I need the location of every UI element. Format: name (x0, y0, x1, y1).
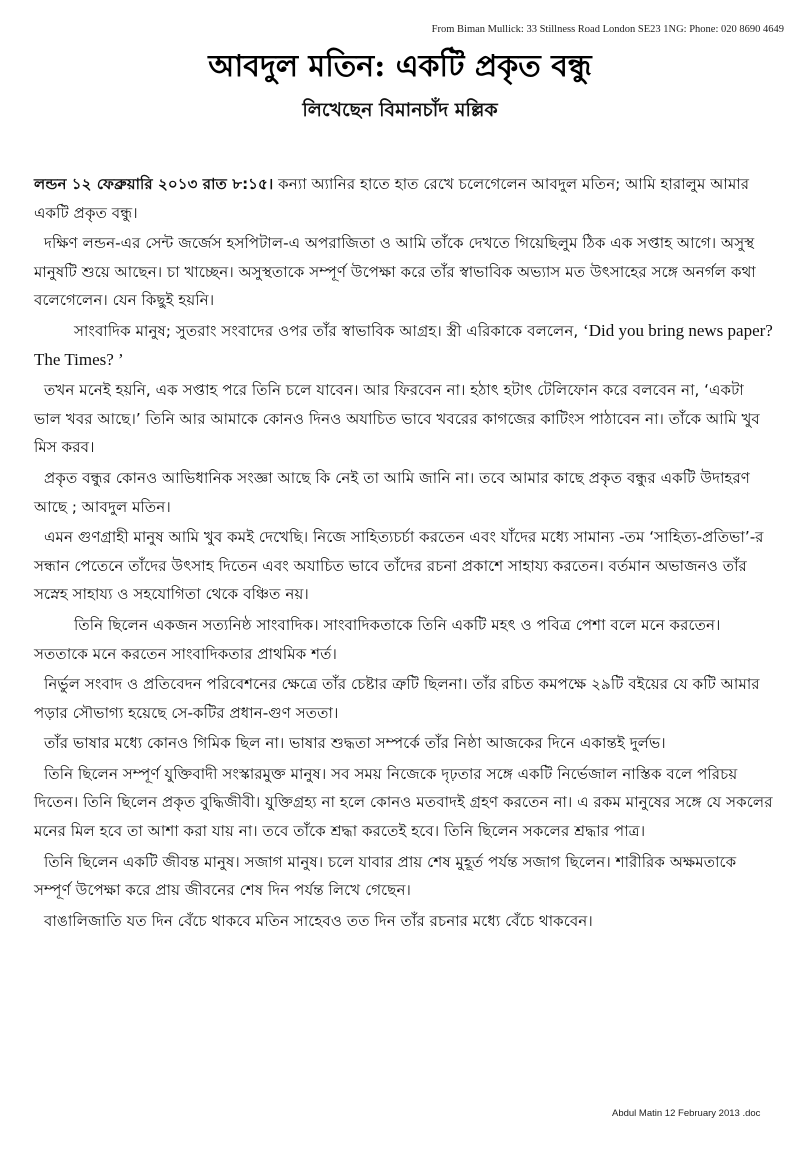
page-title: আবদুল মতিন: একটি প্রকৃত বন্ধু (208, 49, 592, 84)
paragraph-hospital-visit: দক্ষিণ লন্ডন-এর সেন্ট জর্জেস হসপিটাল-এ অপরাজিতা ও আমি তাঁকে দেখতে গিয়েছিলুম ঠিক এক সপ্তাহ আগে। অসুস্থ মানুষটি শুয়ে আছেন। চা খাচ্ছেন। অসুস্থতাকে সম্পূর্ণ উপেক্ষা করে তাঁর স্বাভাবিক অভ্যাস মত উৎসাহের সঙ্গে অনর্গল কথা বলেগেলেন। যেন কিছুই হয়নি। (34, 234, 756, 310)
footer-filename: Abdul Matin 12 February 2013 .doc (612, 1108, 761, 1119)
paragraph-truthful-journalist: তিনি ছিলেন একজন সত্যনিষ্ঠ সাংবাদিক। সাংবাদিকতাকে তিনি একটি মহৎ ও পবিত্র পেশা বলে মনে করতেন। সততাকে মনে করতেন সাংবাদিকতার প্রাথমিক শর্ত। (34, 615, 721, 663)
paragraph-living-person: তিনি ছিলেন একটি জীবন্ত মানুষ। সজাগ মানুষ। চলে যাবার প্রায় শেষ মুহূর্ত পর্যন্ত সজাগ ছিলেন। শারীরিক অক্ষমতাকে সম্পূর্ণ উপেক্ষা করে প্রায় জীবনের শেষ দিন পর্যন্ত লিখে গেছেন। (34, 852, 737, 900)
paragraph-journalist (34, 317, 774, 374)
paragraph-legacy: বাঙালিজাতি যত দিন বেঁচে থাকবে মতিন সাহেবও তত দিন তাঁর রচনার মধ্যে বেঁচে থাকবেন। (44, 911, 593, 930)
paragraph-appreciator: এমন গুণগ্রাহী মানুষ আমি খুব কমই দেখেছি। নিজে সাহিত্যচর্চা করতেন এবং যাঁদের মধ্যে সামান্য -তম ‘সাহিত্য-প্রতিভা’-র সন্ধান পেতেনে তাঁদের উৎসাহ দিতেন এবং অযাচিত ভাবে তাঁদের রচনা প্রকাশে সাহায্য করতেন। বর্তমান অভাজনও তাঁর সস্নেহ সাহায্য ও সহযোগিতা থেকে বঞ্চিত নয়। (34, 528, 764, 604)
paragraph-dateline (34, 170, 774, 227)
paragraph-true-friend: প্রকৃত বন্ধুর কোনও আভিধানিক সংজ্ঞা আছে কি নেই তা আমি জানি না। তবে আমার কাছে প্রকৃত বন্ধুর একটি উদাহরণ আছে ; আবদুল মতিন। (34, 468, 750, 516)
paragraph-accuracy: নির্ভুল সংবাদ ও প্রতিবেদন পরিবেশনের ক্ষেত্রে তাঁর চেষ্টার ত্রুটি ছিলনা। তাঁর রচিত কমপক্ষে ২৯টি বইয়ের যে কটি আমার পড়ার সৌভাগ্য হয়েছে সে-কটির প্রধান-গুণ সততা। (34, 675, 760, 722)
paragraph-rationalist: তিনি ছিলেন সম্পূর্ণ যুক্তিবাদী সংস্কারমুক্ত মানুষ। সব সময় নিজেকে দৃঢ়তার সঙ্গে একটি নির্ভেজাল নাস্তিক বলে পরিচয় দিতেন। তিনি ছিলেন প্রকৃত বুদ্ধিজীবী। যুক্তিগ্রহ্য না হলে কোনও মতবাদই গ্রহণ করতেন না। এ রকম মানুষের সঙ্গে যে সকলের মনের মিল হবে তা আশা করা যায় না। তবে তাঁকে শ্রদ্ধা করতেই হবে। তিনি ছিলেন সকলের শ্রদ্ধার পাত্র। (34, 764, 773, 841)
paragraph-last-week: তখন মনেই হয়নি, এক সপ্তাহ পরে তিনি চলে যাবেন। আর ফিরবেন না। হঠাৎ হটাৎ টেলিফোন করে বলবেন না, ‘একটা ভাল খবর আছে।’ তিনি আর আমাকে কোনও দিনও অযাচিত ভাবে খবরের কাগজের কাটিংস পাঠাবেন না। তাঁকে আমি খুব মিস করব। (34, 381, 760, 457)
paragraph-language: তাঁর ভাষার মধ্যে কোনও গিমিক ছিল না। ভাষার শুদ্ধতা সম্পর্কে তাঁর নিষ্ঠা আজকের দিনে একান্তই দুর্লভ। (44, 734, 666, 753)
sender-address: From Biman Mullick: 33 Stillness Road London SE23 1NG: Phone: 020 8690 4649 (431, 24, 784, 35)
paragraph-text: সাংবাদিক মানুষ; সুতরাং সংবাদের ওপর তাঁর স্বাভাবিক আগ্রহ। স্ত্রী এরিকাকে বললেন, (74, 321, 584, 340)
paragraph-text: কন্যা অ্যানির হাতে হাত রেখে চলেগেলেন আবদুল মতিন; আমি হারালুম আমার একটি প্রকৃত বন্ধু। (34, 175, 750, 222)
byline: লিখেছেন বিমানচাঁদ মল্লিক (302, 99, 498, 121)
dateline: লন্ডন ১২ ফেব্রুয়ারি ২০১৩ রাত ৮:১৫। (34, 175, 274, 193)
article-body (34, 170, 774, 937)
english-quote: ‘Did you bring news paper? The Times? ’ (34, 320, 773, 369)
